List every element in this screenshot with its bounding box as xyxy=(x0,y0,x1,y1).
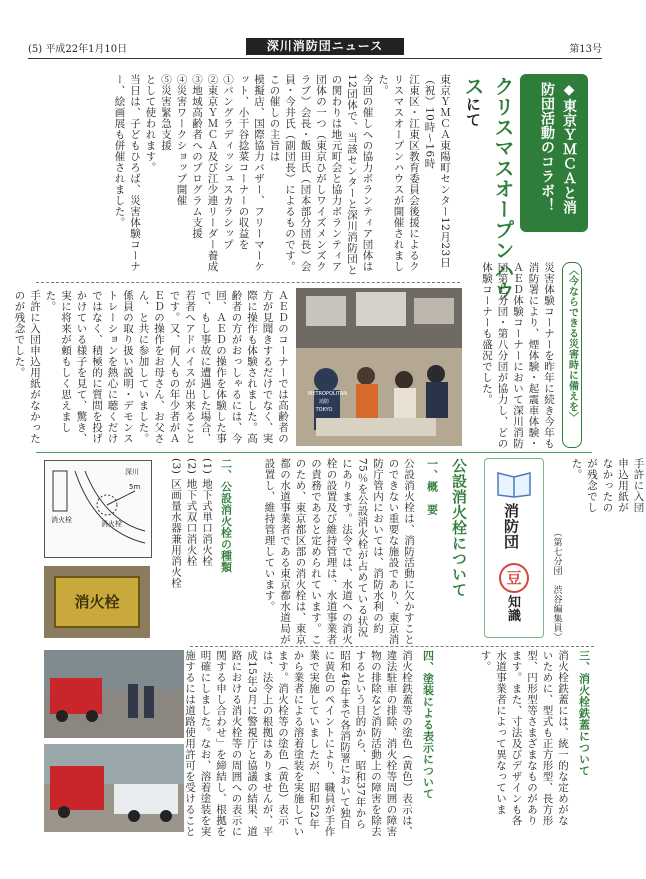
sec3-body: 消火栓鉄蓋には、統一的な定めがないために、型式も正方形型、長方形型、円形型等さまざまなものがあります。また、寸法及びデザインも各水道事業者によって異なっています。 xyxy=(479,650,569,826)
section-divider xyxy=(36,282,460,283)
sec4-title: 四、塗装による表示について xyxy=(421,650,435,800)
editor-signature: （第七分団 渋谷編集員） xyxy=(551,528,562,642)
article1-closing: 手許に入団申込用紙がなかったのが残念でした。 xyxy=(570,458,645,513)
purpose-item-4: ④災害ワークショップ開催 xyxy=(175,74,188,206)
banner-line-3: TOKYO xyxy=(315,407,333,413)
page-header xyxy=(28,38,602,58)
purpose-intro: この催しの主旨は xyxy=(268,74,281,162)
closing-text: 手許に入団申込用紙がなかったのが残念でした。 xyxy=(13,290,41,444)
purpose-item-5: ⑤災害緊急支援 xyxy=(160,74,172,151)
sec2-title: 二、公設消火栓の種類 xyxy=(219,458,233,573)
article1-body3 xyxy=(13,290,290,444)
badge-mame: 豆 xyxy=(499,563,529,593)
diagram-label-4: 5m xyxy=(129,483,141,491)
diagram-label-3: 消火栓 xyxy=(101,520,122,528)
plate-frame xyxy=(54,576,140,628)
callout-box xyxy=(520,74,588,232)
purpose-item-2: ②東京ＹＭＣＡ及び江少連リーダー養成 xyxy=(206,74,219,272)
hydrant-type-1: (1) 地下式単口消火栓 xyxy=(201,458,213,567)
badge-chishiki: 知識 xyxy=(505,595,520,622)
diagram-label-2: 深川 xyxy=(125,468,139,476)
purpose-detail: 模擬店、国際協力バザー、フリーマーケット、小干谷捻菜コーナーの収益を xyxy=(237,74,265,272)
book-icon xyxy=(494,465,534,499)
article2-headline: 公設消火栓について xyxy=(450,458,468,598)
article1-body xyxy=(44,74,452,280)
fire-truck-photo-1 xyxy=(44,650,184,738)
sec4-body: 消火栓鉄蓋等の塗色（黄色）表示は、違法駐車の排除、消火栓等周囲の障害物の排除など消防活動上の障害を除去するという目的から、昭和37年から昭和46年まで各消防署において独自に黄色のペイントにより、職員が手作業で実施していましたが、昭和52年から業者による溶着塗装を実施しています。消火栓等の塗色（黄色）表示は、法令上の根拠はありませんが、平成15年3月に警視庁と協議の結果、道路における消火栓等の周囲への表示に関する申し合わせ」を締結し、根拠を明確にしました。なお、溶着塗装を実施するには道路使用許可を受けること xyxy=(184,650,413,837)
diagram-label-1: 消火栓 xyxy=(51,516,72,524)
disaster-tag: 〈今ならできる災害時に備えを〉 xyxy=(562,262,582,448)
hydrant-type-2: (2) 地下式双口消火栓 xyxy=(185,458,198,567)
photo-banner xyxy=(308,390,347,430)
banner-line-1: METROPOLITAN xyxy=(308,391,347,397)
disaster-experience-text: 災害体験コーナーを昨年に続き今年も消防署により、煙体験・起震車体験・ＡＥＤ体験コーナーにおいて深川消防団第七分団・第八分団が協力し、どの体験コーナーも盛況でした。 xyxy=(481,262,555,449)
event-intro: 江東区・江東区教育委員会後援によるクリスマスオープンハウスが開催されました。 xyxy=(377,74,420,272)
badge-title: 消防団 xyxy=(502,503,520,550)
article1-body2 xyxy=(466,262,556,452)
fire-truck-svg-2 xyxy=(44,744,184,832)
issue-number: 第13号 xyxy=(569,44,602,55)
sec1-body: 公設消火栓は、消防活動に欠かすことのできない重要な施設であり、東京消防庁管内においては、消防水利の約75％を公設消火栓が占めている状況にあります。法令では、水道への消火栓の設置及び維持管理は、水道事業者の責務であると定められています。このため、東京都区部の消火栓は、東京都の水道事業者である東京都水道局が設置し、維持管理しています。 xyxy=(263,458,415,645)
event-extras: 当日は、子どもひろば、災害体験コーナー、絵画展も併催されました。 xyxy=(113,74,141,272)
event-date-line: 東京ＹＭＣＡ東陽町センター12月23日（祝）10時～16時 xyxy=(423,74,451,268)
issue-date: (5) 平成22年1月10日 xyxy=(28,44,128,55)
purpose-outro: として使われます。 xyxy=(144,74,157,173)
headline-main: クリスマスオープンハウス xyxy=(461,76,515,302)
hydrant-plate-photo xyxy=(44,566,150,638)
purpose-item-3: ③地域高齢者へのプログラム支援 xyxy=(191,74,203,239)
staff-demo-text: 係員の取り扱い説明・デモンストレーションを熱心に聴くだけではなく、積極的に質問を投げかけている様子を見て、驚き、実に将来が頼もしく思えました。 xyxy=(44,290,134,444)
newsletter-title: 深川消防団ニュース xyxy=(246,38,404,55)
sec3-title: 三、消火栓鉄蓋について xyxy=(577,650,591,777)
callout-text: ◆東京ＹＭＣＡと消防団活動のコラボ！ xyxy=(539,82,577,215)
section-divider-2 xyxy=(190,646,594,647)
fire-truck-photo-2 xyxy=(44,744,184,832)
aed-experience-text: ＡＥＤのコーナーでは高齢者の方が見聞きするだけでなく、実際に操作も体験されました。高齢者の方がおっしゃるには、今回、ＡＥＤの操作を体験した事で、もし事故に遭遇した場合、若者へアドバイスが出来ることです。又、何人もの年少者がＡＥＤの操作をお母さん、お父さん、と共に参加していました。 xyxy=(137,290,289,444)
header-divider xyxy=(28,58,602,59)
half-divider xyxy=(36,452,592,453)
banner-line-2: 消防 xyxy=(318,399,329,405)
purpose-item-1: ①パングラディッシュスカラシップ xyxy=(222,74,234,250)
mame-chishiki-badge xyxy=(484,458,544,638)
hydrant-type-3: (3) 区画量水器兼用消火栓 xyxy=(170,458,182,589)
volunteer-info: 今回の催しへの協力ボランティア団体は12団体で、当該センターと深川消防団との関わりは地元町会と協力ボランティア団体の一つ（東京ひがしワイズメンズクラブ）会長・飯田氏（団本部分団長）会員・今井氏（副団長）によるものです。 xyxy=(284,74,374,276)
fire-truck-svg-1 xyxy=(44,650,184,738)
aed-demo-photo xyxy=(296,288,462,446)
sec2-list xyxy=(156,458,214,646)
plate-text: 消火栓 xyxy=(74,593,120,611)
hydrant-diagram xyxy=(44,460,152,558)
sec1-title: 一、概 要 xyxy=(425,458,439,516)
headline-suffix: にて xyxy=(464,96,482,128)
